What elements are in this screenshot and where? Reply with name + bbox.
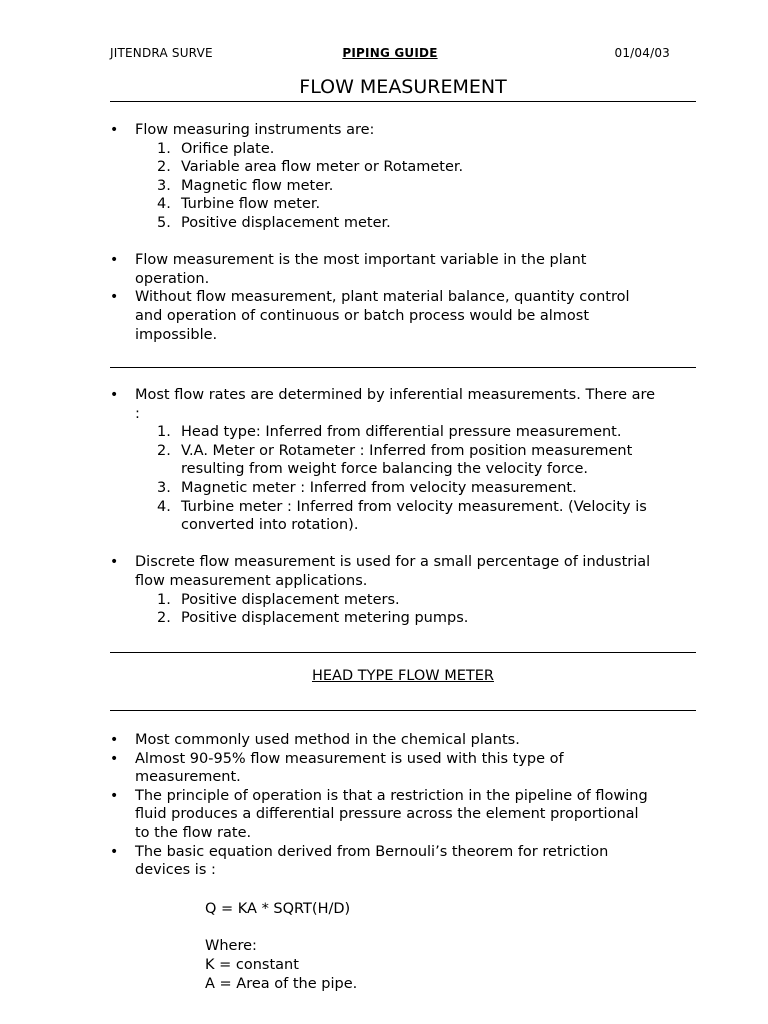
page-header <box>110 46 670 64</box>
list-item: 2. V.A. Meter or Rotameter : Inferred from position measurement resulting from weight force balancing the velocity force. <box>157 442 633 478</box>
section-instruments <box>110 121 700 344</box>
bullet-discrete: • Discrete flow measurement is used for a small percentage of industrial flow measurement applications. <box>110 553 700 590</box>
list-item: 1. Head type: Inferred from differential pressure measurement. <box>157 424 622 441</box>
bullet-inferential-intro: • Most flow rates are determined by inferential measurements. There are : <box>110 386 700 423</box>
list-item: 2. Positive displacement metering pumps. <box>157 610 469 627</box>
header-author: JITENDRA SURVE <box>110 46 213 60</box>
list-item: 3. Magnetic meter : Inferred from velocity measurement. <box>157 479 577 496</box>
header-doc-title: PIPING GUIDE <box>342 46 438 60</box>
page-title: FLOW MEASUREMENT <box>299 76 507 98</box>
section-rule <box>110 652 696 653</box>
header-date: 01/04/03 <box>614 46 670 60</box>
section-heading: HEAD TYPE FLOW METER <box>311 668 494 684</box>
bullet-without-flow: • Without flow measurement, plant material balance, quantity control and operation of continuous or batch process would be almost impossible. <box>110 288 700 344</box>
bullet-importance: • Flow measurement is the most important variable in the plant operation. <box>110 251 700 288</box>
list-item: 3. Magnetic flow meter. <box>157 177 334 194</box>
equation-formula: Q = KA * SQRT(H/D) <box>205 901 351 917</box>
section-rule <box>110 710 696 711</box>
bullet-equation-intro: • The basic equation derived from Bernouli’s theorem for retriction devices is : <box>110 843 700 880</box>
list-item: 4. Turbine flow meter. <box>157 196 321 213</box>
section-inferential <box>110 386 700 628</box>
equation-a-definition: A = Area of the pipe. <box>205 976 358 992</box>
title-rule <box>110 101 696 102</box>
list-item: 1. Positive displacement meters. <box>157 591 400 608</box>
bullet-percentage: • Almost 90-95% flow measurement is used with this type of measurement. <box>110 750 700 787</box>
list-item: 4. Turbine meter : Inferred from velocity measurement. (Velocity is converted into rotation). <box>157 498 647 534</box>
bullet-common-method: • Most commonly used method in the chemical plants. <box>110 731 700 750</box>
equation-k-definition: K = constant <box>205 957 299 973</box>
bullet-principle: • The principle of operation is that a restriction in the pipeline of flowing fluid produces a differential pressure across the element proportional to the flow rate. <box>110 787 700 843</box>
bullet-instruments-intro: • Flow measuring instruments are: <box>110 121 700 140</box>
list-item: 2. Variable area flow meter or Rotameter. <box>157 159 464 176</box>
section-rule <box>110 367 696 368</box>
equation-where: Where: <box>205 938 257 954</box>
list-item: 1. Orifice plate. <box>157 140 275 157</box>
list-item: 5. Positive displacement meter. <box>157 214 391 231</box>
section-head-type <box>110 731 700 880</box>
